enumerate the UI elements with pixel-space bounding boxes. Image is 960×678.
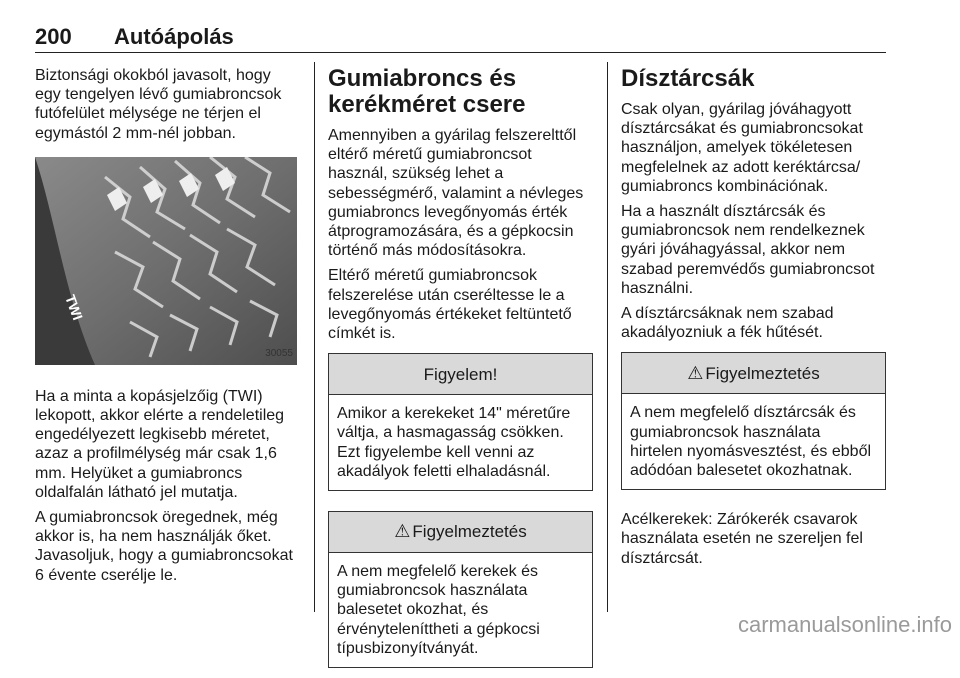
paragraph: Acélkerekek: Zárókerék csavarok használata esetén ne szereljen fel dísztárcsát. (621, 511, 863, 567)
paragraph: Biztonsági okokból javasolt, hogy egy tengelyen lévő gumiabroncsok futófelület mélysége ne térjen el egymástól 2 mm-nél jobban. (35, 67, 282, 142)
paragraph: Ha a használt dísztárcsák és gumiabroncsok nem rendelkeznek gyári jóváhagyással, akkor nem szabad peremvédős gumiabroncsot használni. (621, 203, 875, 297)
paragraph: Eltérő méretű gumiabroncsok felszerelése után cseréltesse le a levegőnyomás értékeket feltüntető címkét is. (328, 267, 572, 343)
warning-box (621, 352, 886, 490)
paragraph: Csak olyan, gyárilag jóváhagyott dísztárcsákat és gumiabroncsokat használjon, amelyek tökéletesen megfelelnek az adott keréktárcsa/ gumiabroncs kombinációnak. (621, 101, 863, 195)
warning-box (328, 511, 593, 668)
paragraph: Ha a minta a kopásjelzőig (TWI) lekopott, akkor elérte a rendeletileg engedélyezett legkisebb méretet, azaz a profilmélység már csak 1,6 mm. Helyüket a gumiabroncs oldalfalán látható jel mutatja. (35, 387, 285, 501)
paragraph: A dísztárcsáknak nem szabad akadályozniuk a fék hűtését. (621, 305, 834, 342)
tire-tread-image (35, 157, 297, 365)
warning-text: A nem megfelelő dísztárcsák és gumiabroncsok használata hirtelen nyomásvesztést, és ebből adódóan balesetet okozhatnak. (630, 404, 872, 480)
warning-header (329, 512, 592, 553)
page-header (35, 24, 886, 53)
warning-title: Figyelmeztetés (705, 363, 820, 383)
warning-title: Figyelmeztetés (412, 522, 527, 542)
column-1 (35, 66, 300, 591)
page-title: Autóápolás (114, 24, 234, 49)
note-text: Amikor a kerekeket 14" méretűre váltja, a hasmagasság csökken. Ezt figyelembe kell venni az akadályok feletti elhaladásnál. (337, 405, 571, 480)
warning-icon: ⚠ (394, 521, 411, 542)
tire-tread-illustration (35, 157, 297, 365)
page-number: 200 (35, 24, 72, 49)
warning-icon: ⚠ (687, 362, 704, 383)
column-2 (328, 66, 593, 678)
twi-label: TWI (62, 292, 86, 322)
column-divider (314, 62, 315, 612)
column-divider (607, 62, 608, 612)
image-code: 30055 (265, 347, 293, 359)
section-heading: Dísztárcsák (621, 65, 755, 92)
note-title: Figyelem! (329, 354, 592, 395)
watermark: carmanualsonline.info (737, 612, 952, 637)
paragraph: A gumiabroncsok öregednek, még akkor is, ha nem használják őket. Javasoljuk, hogy a gumiabroncsokat 6 évente cserélje le. (35, 509, 293, 584)
column-3 (621, 66, 886, 574)
note-box (328, 353, 593, 491)
warning-text: A nem megfelelő kerekek és gumiabroncsok használata balesetet okozhat, és érvényteleníttheti a gépkocsi típusbizonyítványát. (337, 563, 540, 657)
section-heading: Gumiabroncs és kerékméret csere (328, 65, 526, 118)
paragraph: Amennyiben a gyárilag felszerelttől eltérő méretű gumiabroncsot használ, szükség lehet a sebességmérő, valamint a névleges gumiabroncs levegőnyomás érték átprogramozására, és a gépkocsin történő más módosításokra. (328, 127, 584, 260)
warning-header (622, 353, 885, 394)
